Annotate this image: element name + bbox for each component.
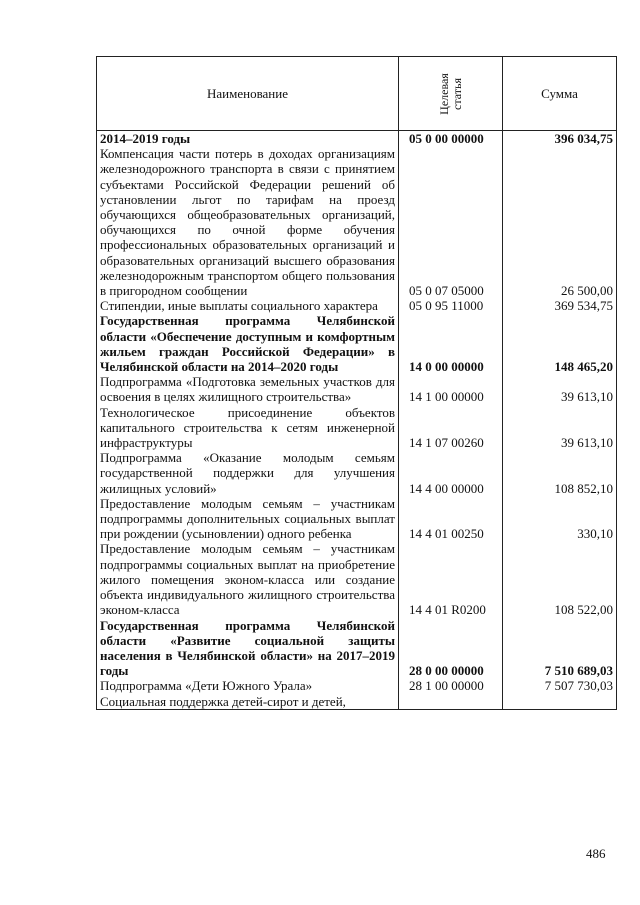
row-name: Государственная программа Челябинской области «Обеспечение доступным и комфортным жильем граждан Российской Федерации» в Челябинской области на 2014–2020 годы <box>97 313 399 374</box>
table-header-row <box>97 57 617 131</box>
row-name: Предоставление молодым семьям – участникам подпрограммы социальных выплат на приобретение жилого помещения эконом-класса или создание объекта индивидуального жилищного строительства эконом-класса <box>97 541 399 617</box>
table-row <box>97 541 617 617</box>
row-name: Предоставление молодым семьям – участникам подпрограммы дополнительных социальных выплат при рождении (усыновлении) одного ребенка <box>97 496 399 542</box>
row-code: 14 4 01 R0200 <box>399 541 503 617</box>
row-sum: 369 534,75 <box>503 298 617 313</box>
page-number: 486 <box>586 846 606 861</box>
row-code: 14 0 00 00000 <box>399 313 503 374</box>
row-sum: 7 510 689,03 <box>503 618 617 679</box>
row-name: 2014–2019 годы <box>97 131 399 147</box>
row-code: 28 1 00 00000 <box>399 678 503 693</box>
header-sum: Сумма <box>503 57 617 131</box>
table-row <box>97 694 617 710</box>
row-sum: 330,10 <box>503 496 617 542</box>
row-name: Технологическое присоединение объектов капитального строительства к сетям инженерной инфраструктуры <box>97 405 399 451</box>
row-code <box>399 694 503 710</box>
table-row <box>97 450 617 496</box>
row-sum: 39 613,10 <box>503 374 617 404</box>
row-name: Подпрограмма «Дети Южного Урала» <box>97 678 399 693</box>
header-code-label: Целевая статья <box>436 72 464 115</box>
table-row <box>97 496 617 542</box>
budget-table <box>96 56 617 710</box>
row-sum <box>503 694 617 710</box>
row-sum: 108 852,10 <box>503 450 617 496</box>
row-sum: 148 465,20 <box>503 313 617 374</box>
row-sum: 7 507 730,03 <box>503 678 617 693</box>
table-row <box>97 313 617 374</box>
row-sum: 39 613,10 <box>503 405 617 451</box>
row-name: Компенсация части потерь в доходах организациям железнодорожного транспорта в связи с принятием субъектами Российской Федерации решений об установлении льгот по тарифам на проезд обучающихся общеобразовательных организаций, обучающихся по очной форме обучения профессиональных образовательных организаций и образовательных организаций высшего образования железнодорожным транспортом общего пользования в пригородном сообщении <box>97 146 399 298</box>
row-name: Подпрограмма «Подготовка земельных участков для освоения в целях жилищного строительства» <box>97 374 399 404</box>
row-code: 28 0 00 00000 <box>399 618 503 679</box>
row-sum: 26 500,00 <box>503 146 617 298</box>
row-name: Государственная программа Челябинской области «Развитие социальной защиты населения в Челябинской области» на 2017–2019 годы <box>97 618 399 679</box>
row-code: 14 4 01 00250 <box>399 496 503 542</box>
row-name: Социальная поддержка детей-сирот и детей, <box>97 694 399 710</box>
header-name: Наименование <box>97 57 399 131</box>
row-code: 05 0 00 00000 <box>399 131 503 147</box>
table-row <box>97 405 617 451</box>
row-code: 14 1 00 00000 <box>399 374 503 404</box>
table-row <box>97 678 617 693</box>
table-row <box>97 131 617 147</box>
table-row <box>97 298 617 313</box>
row-code: 14 4 00 00000 <box>399 450 503 496</box>
row-name: Стипендии, иные выплаты социального характера <box>97 298 399 313</box>
header-code <box>399 57 503 131</box>
row-code: 05 0 95 11000 <box>399 298 503 313</box>
row-code: 05 0 07 05000 <box>399 146 503 298</box>
row-code: 14 1 07 00260 <box>399 405 503 451</box>
row-sum: 108 522,00 <box>503 541 617 617</box>
table-row <box>97 374 617 404</box>
table-row <box>97 146 617 298</box>
row-sum: 396 034,75 <box>503 131 617 147</box>
table-row <box>97 618 617 679</box>
row-name: Подпрограмма «Оказание молодым семьям государственной поддержки для улучшения жилищных условий» <box>97 450 399 496</box>
